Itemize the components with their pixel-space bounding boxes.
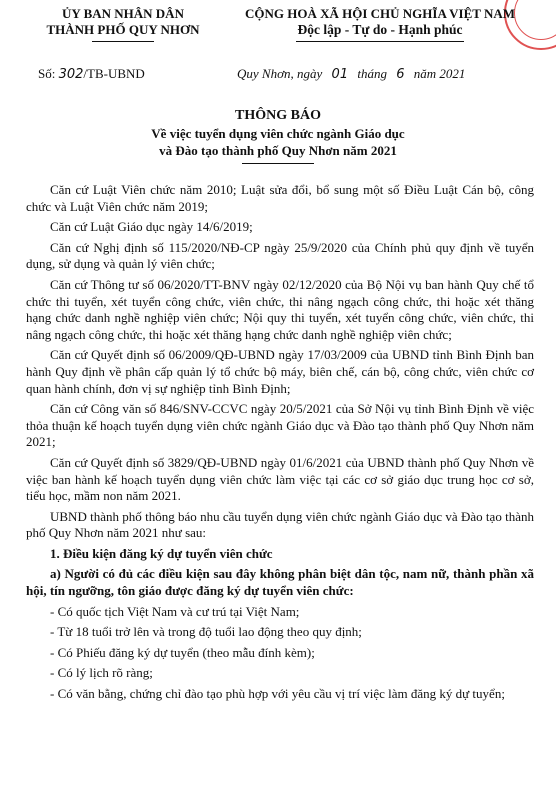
legal-basis-paragraph: Căn cứ Quyết định số 06/2009/QĐ-UBND ngày 17/03/2009 của UBND tỉnh Bình Định ban hành Quy định về phân cấp quản lý tổ chức bộ máy, biên chế, cán bộ, công chức, viên chức cơ quan hành chính, đơn vị sự nghiệp tỉnh Bình Định; [26,347,534,396]
section-1-heading: 1. Điều kiện đăng ký dự tuyển viên chức [50,545,273,561]
date-month: 6 [396,67,405,82]
condition-item: - Có quốc tịch Việt Nam và cư trú tại Việt Nam; [50,603,300,619]
condition-item: - Có lý lịch rõ ràng; [50,665,153,681]
authority-line-1: ỦY BAN NHÂN DÂN [62,6,184,21]
date-day: 01 [331,67,349,82]
document-title: THÔNG BÁO [235,108,321,123]
authority-underline [92,41,154,42]
date-month-word: tháng [357,66,387,81]
condition-item: - Từ 18 tuổi trở lên và trong độ tuổi lao động theo quy định; [50,624,362,640]
doc-number-prefix: Số: [38,66,56,81]
doc-number-handwritten: 302 [58,67,84,82]
legal-basis-paragraph: Căn cứ Nghị định số 115/2020/NĐ-CP ngày 25/9/2020 của Chính phủ quy định về tuyển dụng, sử dụng và quản lý viên chức; [26,239,534,272]
date-place-prefix: Quy Nhơn, ngày [237,66,323,81]
legal-basis-paragraph: Căn cứ Luật Viên chức năm 2010; Luật sửa đổi, bổ sung một số Điều Luật Cán bộ, công chức và Luật Viên chức năm 2019; [26,182,534,214]
issue-date [237,66,465,82]
doc-number-suffix: /TB-UBND [83,66,145,81]
condition-item: - Có Phiếu đăng ký dự tuyển (theo mẫu đính kèm); [50,644,315,660]
legal-basis-paragraph: Căn cứ Công văn số 846/SNV-CCVC ngày 20/5/2021 của Sở Nội vụ tỉnh Bình Định về việc thỏa thuận kế hoạch tuyển dụng viên chức ngành Giáo dục và Đào tạo thành phố Quy Nhơn năm 2021; [26,401,534,450]
document-number [38,66,145,82]
nation-name: CỘNG HOÀ XÃ HỘI CHỦ NGHĨA VIỆT NAM [244,6,516,21]
document-subtitle-line-1: Về việc tuyển dụng viên chức ngành Giáo dục [151,126,405,141]
authority-line-2: THÀNH PHỐ QUY NHƠN [46,22,200,37]
announcement-intro: UBND thành phố thông báo nhu cầu tuyển dụng viên chức ngành Giáo dục và Đào tạo thành phố Quy Nhơn năm 2021 như sau: [26,508,534,541]
condition-item: - Có văn bằng, chứng chỉ đào tạo phù hợp với yêu cầu vị trí việc làm đăng ký dự tuyển; [50,686,505,702]
document-body [26,182,534,707]
legal-basis-paragraph: Căn cứ Luật Giáo dục ngày 14/6/2019; [50,219,253,235]
motto-underline [296,41,464,42]
legal-basis-paragraph: Căn cứ Quyết định số 3829/QĐ-UBND ngày 01/6/2021 của UBND thành phố Quy Nhơn về việc ban hành kế hoạch tuyển dụng viên chức làm việc tại các cơ sở giáo dục trung học cơ sở, tiểu học, mầm non năm 2021. [26,454,534,504]
legal-basis-paragraph: Căn cứ Thông tư số 06/2020/TT-BNV ngày 02/12/2020 của Bộ Nội vụ ban hành Quy chế tổ chức thi tuyển, xét tuyển công chức, viên chức, thi nâng ngạch công chức, thi hoặc xét thăng hạng chức danh nghề nghiệp viên chức; Nội quy thi tuyển, xét tuyển công chức, viên chức, thi nâng ngạch công chức, thi hoặc xét thăng hạng chức danh nghề nghiệp viên chức; [26,276,534,342]
title-underline [242,163,314,164]
motto: Độc lập - Tự do - Hạnh phúc [297,22,463,37]
document-subtitle-line-2: và Đào tạo thành phố Quy Nhơn năm 2021 [159,143,397,158]
issuing-authority [28,6,218,42]
section-1a-heading: a) Người có đủ các điều kiện sau đây không phân biệt dân tộc, nam nữ, thành phần xã hội, tín ngưỡng, tôn giáo được đăng ký dự tuyển viên chức: [26,566,534,599]
date-year: năm 2021 [413,66,466,81]
national-motto [210,6,550,42]
